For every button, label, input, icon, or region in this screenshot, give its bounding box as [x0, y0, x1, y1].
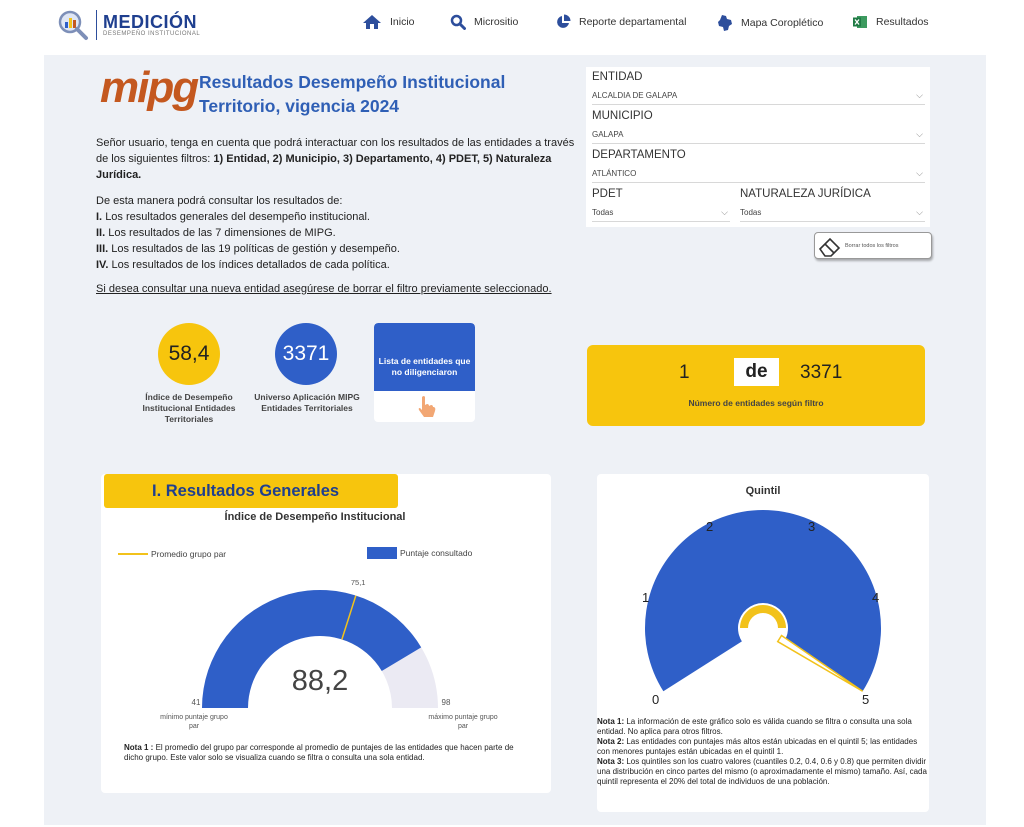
departamento-label: DEPARTAMENTO [592, 149, 686, 161]
count-total: 3371 [800, 362, 843, 383]
intro-filters: 1) Entidad, 2) Municipio, 3) Departamento, 4) PDET, 5) Naturaleza Jurídica. [96, 153, 552, 181]
list-item [96, 241, 576, 257]
chevron-down-icon: ⌵ [916, 129, 923, 139]
quintil-notes [597, 717, 927, 787]
quintil-label-3: 3 [808, 519, 816, 534]
resultados-banner: I. Resultados Generales [104, 474, 398, 508]
gauge-title: Índice de Desempeño Institucional [224, 511, 406, 523]
top-bar [0, 0, 1024, 50]
page-title-line1: Resultados Desempeño Institucional [199, 72, 506, 92]
count-current: 1 [679, 362, 690, 383]
chevron-down-icon: ⌵ [916, 207, 923, 217]
universo-kpi-value: 3371 [282, 342, 330, 365]
naturaleza-label: NATURALEZA JURÍDICA [740, 188, 871, 200]
resultados-nota-text: El promedio del grupo par corresponde al promedio de puntajes de las entidades que hacen parte de dicho grupo. Este valor solo se visualiza cuando se filtra o consulta una sola entidad. [124, 743, 514, 762]
quintil-label-1: 1 [642, 590, 650, 605]
list-item [96, 209, 576, 225]
pdet-value: Todas [592, 208, 614, 217]
count-caption: Número de entidades según filtro [688, 398, 824, 408]
list-item-num: IV. [96, 259, 109, 271]
list-item-num: III. [96, 243, 109, 255]
logo-title: MEDICIÓN [103, 12, 197, 32]
map-icon [717, 14, 733, 32]
quintil-nota-3 [597, 757, 927, 787]
hand-pointer-icon [415, 395, 437, 419]
chevron-down-icon: ⌵ [916, 168, 923, 178]
gauge-value: 88,2 [291, 665, 349, 697]
clear-filter-warning: Si desea consultar una nueva entidad asegúrese de borrar el filtro previamente seleccionado. [96, 283, 552, 295]
page-title-line2: Territorio, vigencia 2024 [199, 96, 400, 116]
magnifier-logo-icon [56, 8, 90, 42]
quintil-label-2: 2 [706, 519, 714, 534]
quintil-nota-2 [597, 737, 927, 757]
list-item-text: Los resultados generales del desempeño institucional. [105, 211, 370, 223]
nav-resultados[interactable] [852, 14, 929, 30]
quintil-nota-1-bold: Nota 1: [597, 717, 625, 726]
list-item [96, 225, 576, 241]
pie-chart-icon [555, 14, 571, 30]
consult-heading: De esta manera podrá consultar los resultados de: [96, 195, 343, 207]
home-icon [362, 14, 382, 30]
quintil-label-5: 5 [862, 692, 870, 707]
entity-count-card [587, 345, 925, 426]
nav-reporte-label: Reporte departamental [579, 16, 687, 28]
nav-mapa-label: Mapa Coroplético [741, 17, 824, 29]
naturaleza-select[interactable] [740, 208, 925, 222]
legend-promedio [118, 549, 226, 559]
quintil-nota-3-bold: Nota 3: [597, 757, 625, 766]
intro-sentence: Señor usuario, tenga en cuenta que podrá interactuar con los resultados de las entidades a través de los siguientes filtros: [96, 137, 575, 165]
legend-puntaje-label: Puntaje consultado [400, 548, 473, 558]
excel-icon [852, 14, 868, 30]
municipio-select[interactable] [592, 130, 925, 144]
list-item-text: Los resultados de los índices detallados de cada política. [111, 259, 390, 271]
legend-promedio-swatch [118, 553, 148, 555]
naturaleza-value: Todas [740, 208, 762, 217]
resultados-nota [124, 743, 524, 763]
list-item-num: I. [96, 211, 103, 223]
legend-puntaje-swatch [367, 547, 397, 559]
indice-kpi-caption: Índice de Desempeño Institucional Entidades Territoriales [142, 392, 236, 424]
quintil-arc [645, 510, 881, 691]
clear-filters-button[interactable] [814, 232, 932, 259]
legend-puntaje [367, 547, 472, 559]
quintil-nota-3-text: Los quintiles son los cuatro valores (cuantiles 0.2, 0.4, 0.6 y 0.8) que permiten dividir una distribución en cinco partes del mismo (o aproximadamente el mismo) tamaño. Así, cada quintil representa el 20% del total de individuos de una población. [597, 757, 927, 786]
nav-resultados-label: Resultados [876, 16, 929, 28]
nav-inicio[interactable] [362, 14, 415, 30]
nav-micrositio-label: Micrositio [474, 16, 519, 28]
mipg-logo [100, 63, 198, 112]
entidad-select[interactable] [592, 91, 925, 105]
nav-micrositio[interactable] [450, 14, 518, 30]
universo-kpi-circle [275, 323, 337, 385]
municipio-label: MUNICIPIO [592, 110, 653, 122]
quintil-title: Quintil [745, 485, 781, 497]
quintil-label-0: 0 [652, 692, 660, 707]
consult-list [96, 193, 576, 273]
quintil-label-4: 4 [872, 590, 880, 605]
mipg-brand: mipg [100, 63, 198, 112]
quintil-nota-1 [597, 717, 927, 737]
entidad-value: ALCALDIA DE GALAPA [592, 91, 678, 100]
legend-promedio-label: Promedio grupo par [151, 549, 227, 559]
count-de: de [734, 358, 779, 386]
list-item-text: Los resultados de las 19 políticas de gestión y desempeño. [111, 243, 400, 255]
resultados-nota-bold: Nota 1 : [124, 743, 154, 752]
filters-panel [586, 67, 930, 227]
chevron-down-icon: ⌵ [721, 207, 728, 217]
nav-inicio-label: Inicio [390, 16, 415, 28]
quintil-nota-2-bold: Nota 2: [597, 737, 625, 746]
list-item-text: Los resultados de las 7 dimensiones de MIPG. [108, 227, 336, 239]
lista-label: Lista de entidades que no diligenciaron [374, 323, 475, 391]
gauge-max-caption: máximo puntaje grupo par [428, 714, 498, 730]
quintil-nota-1-text: La información de este gráfico solo es válida cuando se filtra o consulta una sola entidad. No aplica para otros filtros. [597, 717, 912, 736]
indice-kpi-value: 58,4 [168, 342, 210, 365]
quintil-nota-2-text: Las entidades con puntajes más altos están ubicadas en el quintil 5; las entidades con menores puntajes están ubicadas en el quintil 1. [597, 737, 918, 756]
list-item-num: II. [96, 227, 106, 239]
lista-no-diligenciaron-button[interactable] [374, 323, 475, 422]
departamento-select[interactable] [592, 169, 925, 183]
universo-kpi-caption: Universo Aplicación MIPG Entidades Territoriales [254, 392, 360, 413]
eraser-icon [817, 235, 843, 257]
gauge-min-label: 41 [191, 698, 201, 707]
clear-filters-label: Borrar todos los filtros [845, 242, 899, 249]
gauge-max-label: 98 [441, 698, 451, 707]
intro-text [96, 135, 576, 183]
gauge-min-caption: mínimo puntaje grupo par [160, 714, 228, 730]
chevron-down-icon: ⌵ [916, 90, 923, 100]
logo-divider [96, 10, 97, 40]
gauge-average-label: 75,1 [350, 578, 366, 588]
nav-reporte-departamental[interactable] [555, 14, 686, 30]
quintil-gauge [597, 500, 929, 710]
departamento-value: ATLÁNTICO [592, 169, 637, 178]
pdet-label: PDET [592, 188, 623, 200]
municipio-value: GALAPA [592, 130, 624, 139]
list-item [96, 257, 576, 273]
desempeno-gauge [160, 580, 480, 720]
pdet-select[interactable] [592, 208, 730, 222]
entidad-label: ENTIDAD [592, 71, 643, 83]
nav-mapa-coropletico[interactable] [717, 14, 823, 32]
page-title [199, 70, 505, 118]
search-icon [450, 14, 466, 30]
logo-subtitle: DESEMPEÑO INSTITUCIONAL [103, 31, 201, 37]
logo[interactable] [56, 8, 200, 42]
indice-kpi-circle [158, 323, 220, 385]
